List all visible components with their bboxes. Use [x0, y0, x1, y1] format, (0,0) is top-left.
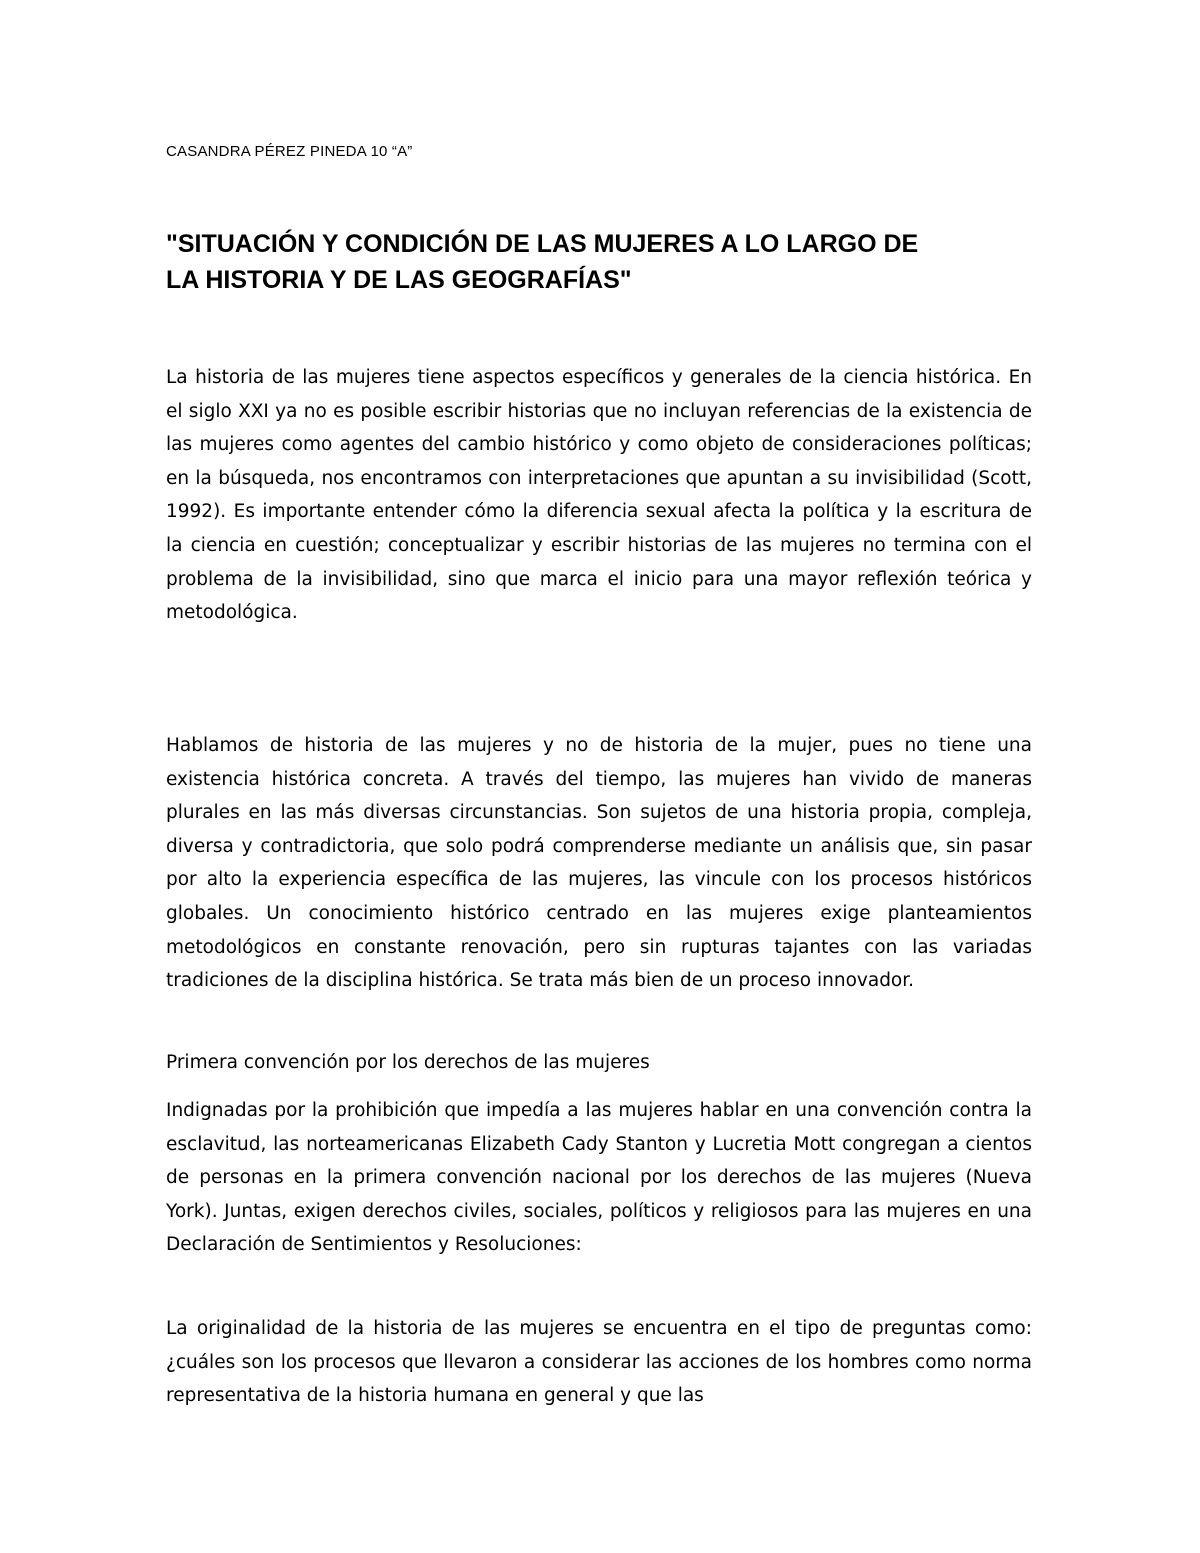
paragraph-3: Indignadas por la prohibición que impedía a las mujeres hablar en una convención contra la esclavitud, las norteamericanas Elizabeth Cady Stanton y Lucretia Mott congregan a cientos de personas en la primera convención nacional por los derechos de las mujeres (Nueva York). Juntas, exigen derechos civiles, sociales, políticos y religiosos para las mujeres en una Declaración de Sentimientos y Resoluciones:: [166, 1100, 1032, 1256]
section-subheading: Primera convención por los derechos de las mujeres: [166, 1052, 650, 1073]
title-line-1: "SITUACIÓN Y CONDICIÓN DE LAS MUJERES A LO LARGO DE: [166, 230, 919, 258]
title-line-2: LA HISTORIA Y DE LAS GEOGRAFÍAS": [166, 266, 632, 294]
paragraph-2: Hablamos de historia de las mujeres y no de historia de la mujer, pues no tiene una existencia histórica concreta. A través del tiempo, las mujeres han vivido de maneras plurales en las más diversas circunstancias. Son sujetos de una historia propia, compleja, diversa y contradictoria, que solo podrá comprenderse mediante un análisis que, sin pasar por alto la experiencia específica de las mujeres, las vincule con los procesos históricos globales. Un conocimiento histórico centrado en las mujeres exige planteamientos metodológicos en constante renovación, pero sin rupturas tajantes con las variadas tradiciones de la disciplina histórica. Se trata más bien de un proceso innovador.: [166, 735, 1032, 992]
paragraph-4: La originalidad de la historia de las mujeres se encuentra en el tipo de preguntas como: ¿cuáles son los procesos que llevaron a considerar las acciones de los hombres como norma representativa de la historia humana en general y que las: [166, 1318, 1032, 1407]
document-title: [166, 226, 1046, 298]
paragraph-1: La historia de las mujeres tiene aspectos específicos y generales de la ciencia histórica. En el siglo XXI ya no es posible escribir historias que no incluyan referencias de la existencia de las mujeres como agentes del cambio histórico y como objeto de consideraciones políticas; en la búsqueda, nos encontramos con interpretaciones que apuntan a su invisibilidad (Scott, 1992). Es importante entender cómo la diferencia sexual afecta la política y la escritura de la ciencia en cuestión; conceptualizar y escribir historias de las mujeres no termina con el problema de la invisibilidad, sino que marca el inicio para una mayor reflexión teórica y metodológica.: [166, 367, 1032, 624]
author-line: CASANDRA PÉREZ PINEDA 10 “A”: [166, 143, 413, 160]
